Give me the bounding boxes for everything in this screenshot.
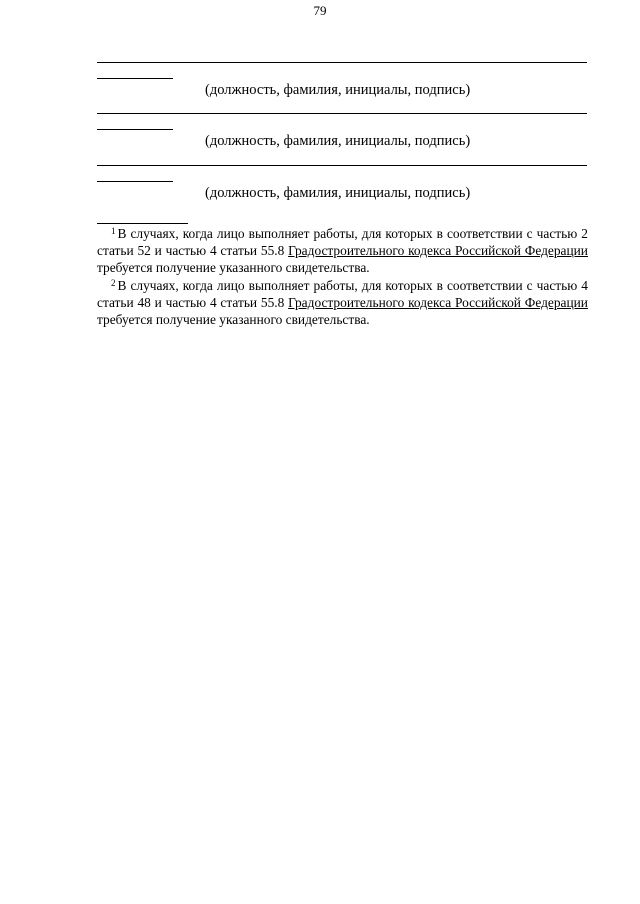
signature-block	[97, 165, 587, 201]
date-line	[97, 78, 173, 79]
signature-line	[97, 62, 587, 63]
signature-caption: (должность, фамилия, инициалы, подпись)	[205, 185, 471, 201]
signature-block	[97, 113, 587, 149]
footnote-text-end: требуется получение указанного свидетельства.	[97, 312, 370, 328]
footnote-text-end: требуется получение указанного свидетельства.	[97, 260, 370, 276]
footnote-2	[97, 277, 588, 329]
footnote-text: В случаях, когда лицо выполняет работы, для которых в соответствии с частью 2 статьи 52 и частью 4 статьи 55.8	[97, 226, 588, 259]
footnote-separator	[97, 223, 188, 224]
code-link[interactable]: Градостроительного кодекса Российской Федерации	[288, 243, 588, 259]
footnote-marker: 1	[111, 226, 116, 236]
signature-line	[97, 165, 587, 166]
page-number: 79	[313, 3, 327, 18]
footnote-marker: 2	[111, 277, 116, 288]
code-link[interactable]: Градостроительного кодекса Российской Федерации	[288, 294, 588, 310]
date-line	[97, 181, 173, 182]
footnotes	[97, 225, 588, 328]
signature-caption: (должность, фамилия, инициалы, подпись)	[205, 133, 471, 149]
date-line	[97, 129, 173, 130]
signature-line	[97, 113, 587, 114]
footnote-1	[97, 225, 588, 277]
signature-caption: (должность, фамилия, инициалы, подпись)	[205, 82, 471, 98]
footnote-text: В случаях, когда лицо выполняет работы, для которых в соответствии с частью 4 статьи 48 и частью 4 статьи 55.8	[97, 277, 588, 310]
signature-block	[97, 62, 587, 98]
